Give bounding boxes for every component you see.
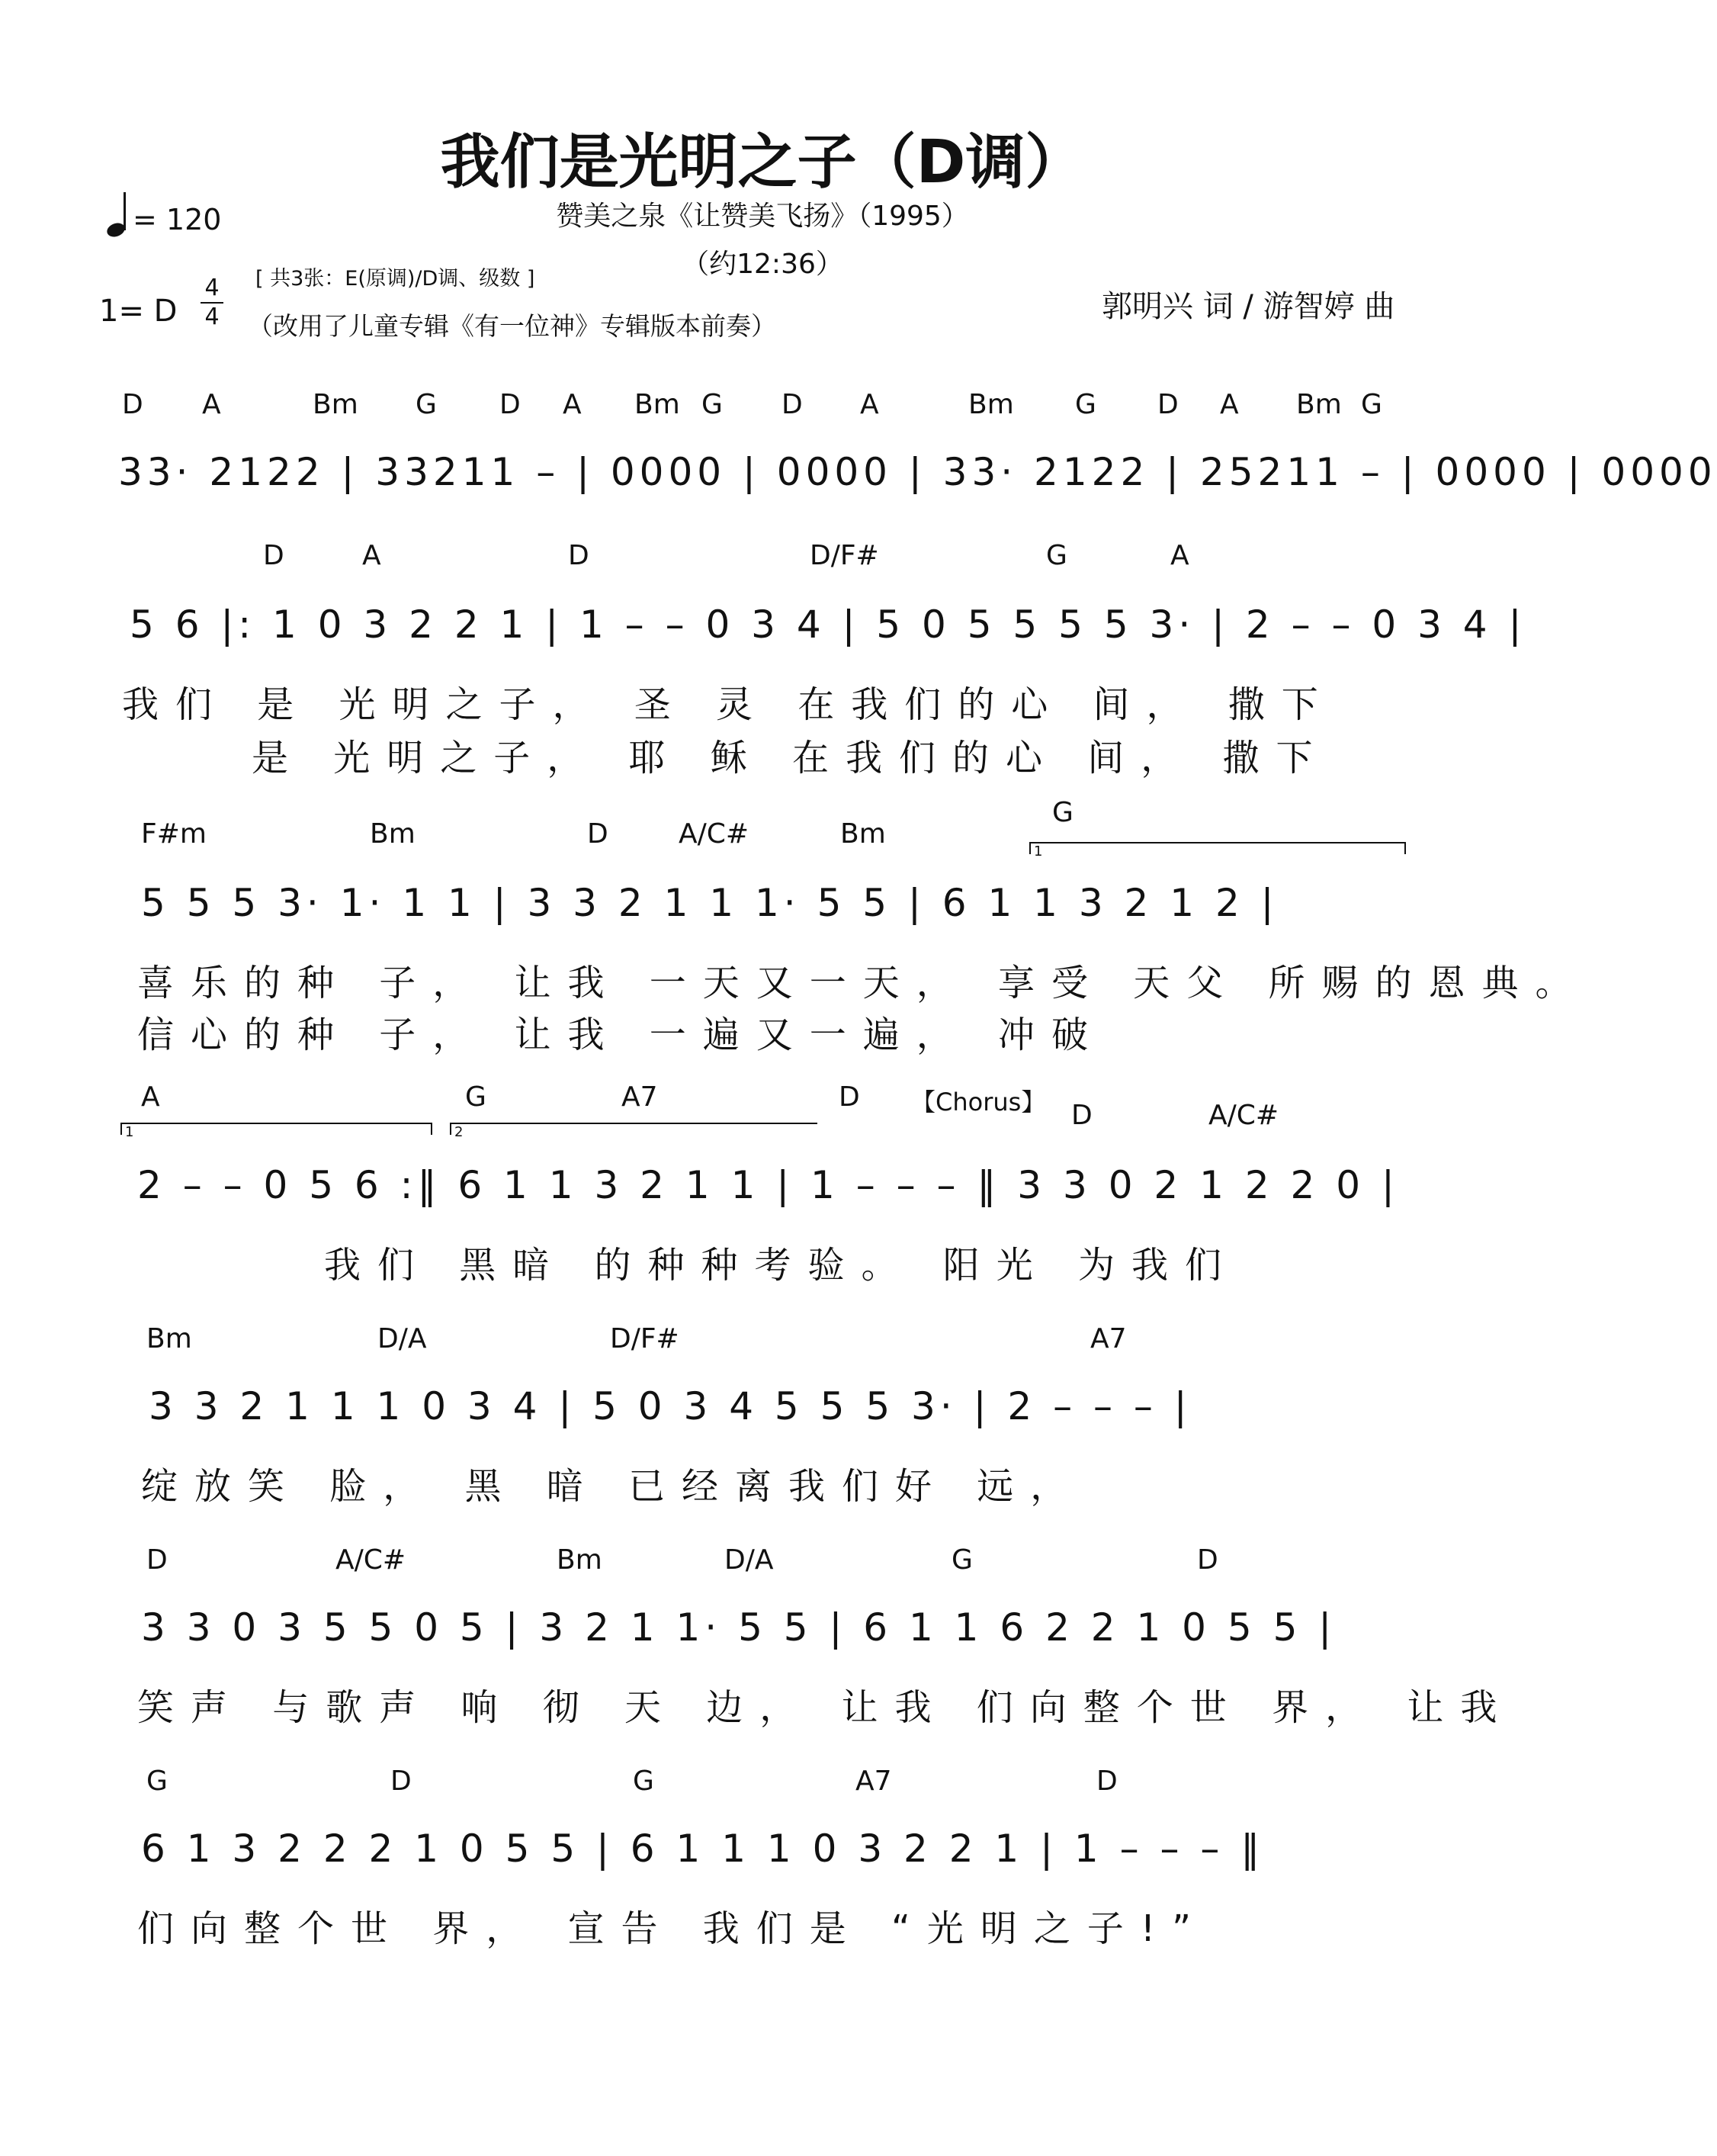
- notation-line: 3 3 0 3 5 5 0 5 | 3 2 1 1· 5 5 | 6 1 1 6 2 2 1 0 5 5 |: [141, 1605, 1337, 1650]
- lyric-line: 信心的种 子， 让我 一遍又一遍， 冲破: [137, 1014, 1106, 1056]
- chord: A7: [855, 1766, 892, 1797]
- chord: D: [263, 540, 284, 571]
- chord: D: [1157, 389, 1179, 420]
- lyric-line: 喜乐的种 子， 让我 一天又一天， 享受 天父 所赐的恩典。: [137, 962, 1589, 1004]
- chord: D: [499, 389, 521, 420]
- chord: A/C#: [335, 1544, 406, 1576]
- tempo-marking: [107, 191, 221, 236]
- notation-line: 33· 2122 | 33211 – | 0000 | 0000 | 33· 2122 | 25211 – | 0000 | 0000: [118, 450, 1717, 494]
- time-bottom: 4: [204, 304, 220, 330]
- notation-line: 2 – – 0 5 6 :‖ 6 1 1 3 2 1 1 | 1 – – – ‖ 3 3 0 2 1 2 2 0 |: [137, 1163, 1399, 1207]
- chord: D: [839, 1081, 860, 1113]
- subtitle: 赞美之泉《让赞美飞扬》（1995）: [556, 201, 969, 232]
- chord: Bm: [840, 818, 886, 850]
- chord: G: [1046, 540, 1067, 571]
- lyric-line: 笑声 与歌声 响 彻 天 边， 让我 们向整个世 界， 让我: [137, 1686, 1514, 1729]
- notation-line: 6 1 3 2 2 2 1 0 5 5 | 6 1 1 1 0 3 2 2 1 | 1 – – – ‖: [141, 1827, 1265, 1871]
- chord: G: [701, 389, 723, 420]
- quarter-note-icon: [107, 191, 127, 236]
- chord: Bm: [557, 1544, 602, 1576]
- volta-1: 1: [1029, 842, 1406, 854]
- chord: D/F#: [610, 1323, 679, 1354]
- chord: Bm: [968, 389, 1014, 420]
- chord: D: [146, 1544, 168, 1576]
- chord: A: [141, 1081, 160, 1113]
- chord: A: [860, 389, 879, 420]
- chord: F#m: [141, 818, 207, 850]
- chord: D: [1197, 1544, 1218, 1576]
- time-top: 4: [204, 275, 220, 301]
- chord: G: [1361, 389, 1382, 420]
- chord: D: [568, 540, 589, 571]
- chord: D: [122, 389, 143, 420]
- notation-line: 5 6 |: 1 0 3 2 2 1 | 1 – – 0 3 4 | 5 0 5 5 5 5 3· | 2 – – 0 3 4 |: [130, 602, 1526, 647]
- lyric-line: 们向整个世 界， 宣告 我们是 “光明之子!”: [137, 1907, 1208, 1950]
- lyric-line: 绽放笑 脸， 黑 暗 已经离我们好 远，: [141, 1465, 1084, 1508]
- chord: Bm: [370, 818, 416, 850]
- chord: Bm: [634, 389, 680, 420]
- lyric-line: 我们 黑暗 的种种考验。 阳光 为我们: [324, 1244, 1239, 1287]
- chord: G: [146, 1766, 168, 1797]
- chord: A: [1170, 540, 1189, 571]
- chord: G: [416, 389, 437, 420]
- chord: A7: [1090, 1323, 1127, 1354]
- chord: D/A: [377, 1323, 427, 1354]
- chord: D: [1096, 1766, 1118, 1797]
- chord: D: [587, 818, 608, 850]
- key-note: [ 共3张：E(原调)/D调、级数 ]: [255, 267, 535, 291]
- tempo-value: = 120: [133, 203, 222, 236]
- chord: Bm: [313, 389, 358, 420]
- chorus-label: 【Chorus】: [911, 1088, 1046, 1117]
- arrangement-note: （改用了儿童专辑《有一位神》专辑版本前奏）: [248, 311, 776, 341]
- credits: 郭明兴 词 / 游智婷 曲: [1102, 289, 1395, 324]
- chord: Bm: [1296, 389, 1342, 420]
- key-signature: 1= D: [99, 294, 178, 329]
- chord: G: [1052, 797, 1074, 828]
- chord: A7: [621, 1081, 658, 1113]
- page-title: 我们是光明之子（D调）: [440, 128, 1085, 197]
- chord: A: [563, 389, 582, 420]
- chord: G: [952, 1544, 973, 1576]
- chord: G: [1075, 389, 1096, 420]
- chord: G: [465, 1081, 486, 1113]
- notation-line: 3 3 2 1 1 1 0 3 4 | 5 0 3 4 5 5 5 3· | 2 – – – |: [149, 1384, 1192, 1428]
- chord: A: [362, 540, 381, 571]
- chord: D: [781, 389, 803, 420]
- chord: A: [202, 389, 221, 420]
- lyric-line: 是 光明之子， 耶 稣 在我们的心 间， 撒下: [252, 737, 1330, 779]
- notation-line: 5 5 5 3· 1· 1 1 | 3 3 2 1 1 1· 5 5 | 6 1 1 3 2 1 2 |: [141, 881, 1279, 925]
- volta-2: 2: [450, 1123, 817, 1135]
- chord: Bm: [146, 1323, 192, 1354]
- chord: D/A: [724, 1544, 774, 1576]
- chord: A/C#: [679, 818, 749, 850]
- chord: D/F#: [810, 540, 879, 571]
- time-signature: [201, 276, 223, 329]
- chord: G: [633, 1766, 654, 1797]
- chord: A/C#: [1208, 1100, 1279, 1131]
- duration: （约12:36）: [682, 249, 843, 280]
- lyric-line: 我们 是 光明之子， 圣 灵 在我们的心 间， 撒下: [122, 683, 1335, 726]
- chord: A: [1220, 389, 1239, 420]
- chord: D: [1071, 1100, 1093, 1131]
- chord: D: [390, 1766, 412, 1797]
- volta-1-end: 1: [120, 1123, 432, 1135]
